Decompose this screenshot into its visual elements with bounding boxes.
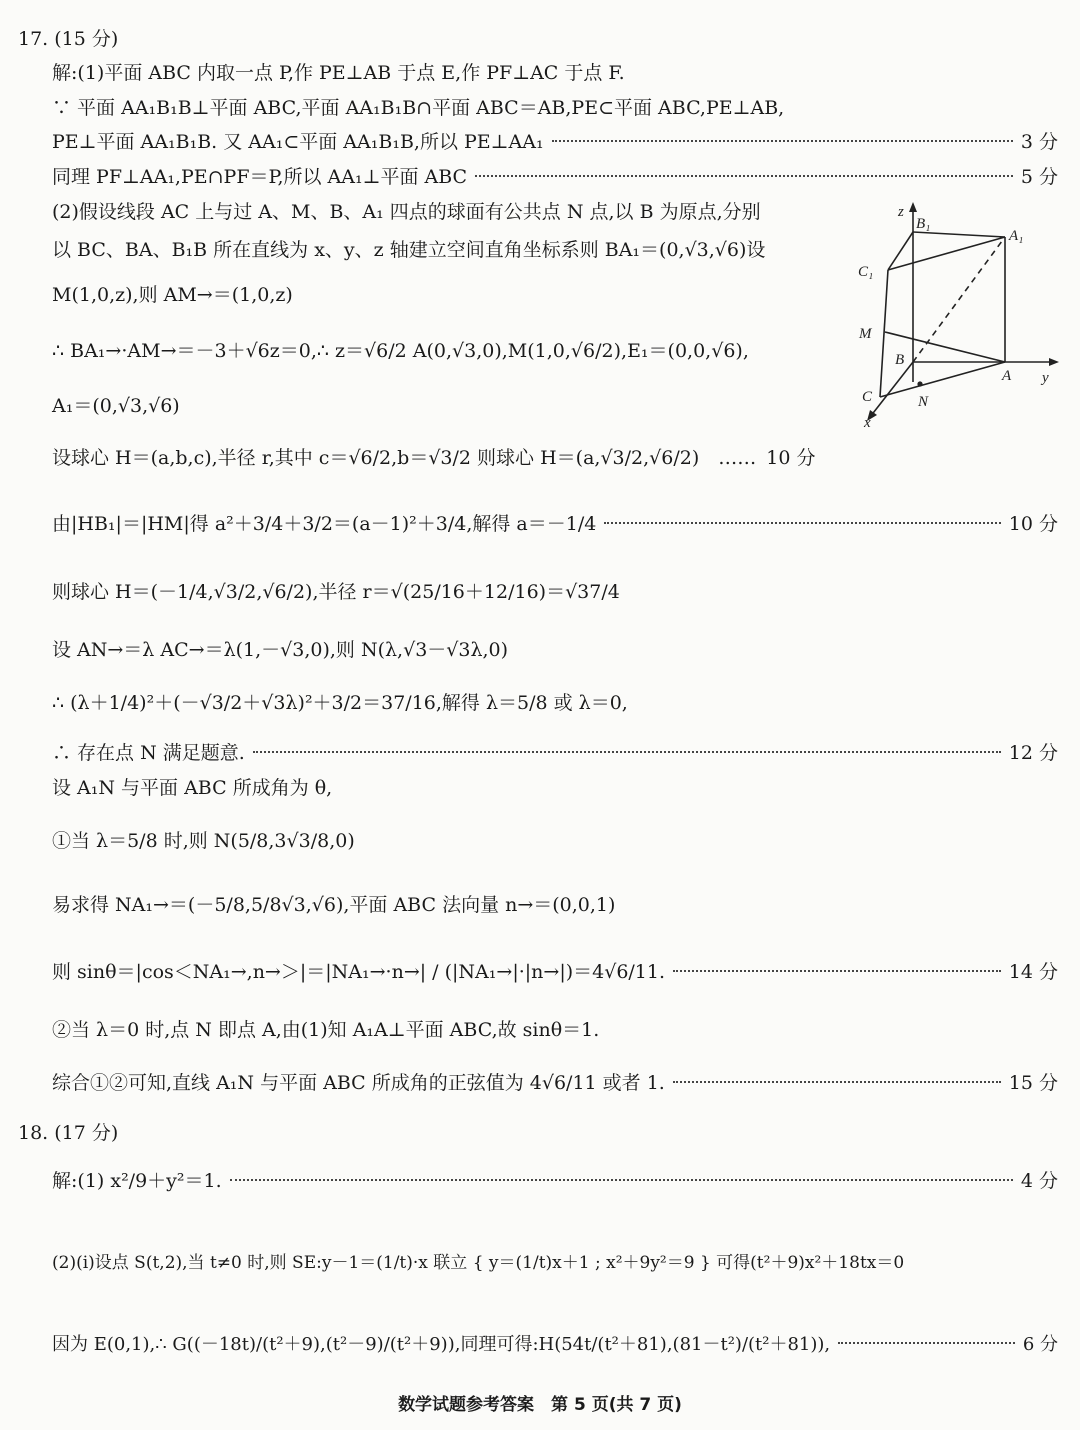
solution-line xyxy=(52,197,820,224)
score-mark: 4 分 xyxy=(1020,1170,1058,1192)
leader-dots xyxy=(673,970,1001,972)
label-m: M xyxy=(859,326,872,342)
score-mark: 5 分 xyxy=(1020,166,1058,188)
line-text: ∴ 存在点 N 满足题意. xyxy=(52,742,245,764)
solution-line xyxy=(52,890,1058,917)
segment-b-a1 xyxy=(913,237,1005,362)
line-text: 同理 PF⊥AA₁,PE∩PF＝P,所以 AA₁⊥平面 ABC xyxy=(52,166,468,188)
line-text: 18. (17 分) xyxy=(18,1122,119,1144)
score-mark: 10 分 xyxy=(1008,513,1058,535)
line-text: 以 BC、BA、B₁B 所在直线为 x、y、z 轴建立空间直角坐标系则 BA₁＝(0,√3,√6)设 xyxy=(52,239,766,261)
solution-line xyxy=(52,509,1058,536)
line-text: ∵ 平面 AA₁B₁B⊥平面 ABC,平面 AA₁B₁B∩平面 ABC＝AB,PE⊂平面 ABC,PE⊥AB, xyxy=(52,97,785,119)
solution-line xyxy=(52,577,1058,604)
prism-coordinate-figure xyxy=(850,192,1065,432)
line-text: 解:(1) x²/9＋y²＝1. xyxy=(52,1170,222,1192)
label-a1: A₁ xyxy=(1009,228,1024,244)
label-x: x xyxy=(864,415,871,431)
edge-c1-c xyxy=(880,270,888,397)
point-n xyxy=(917,381,922,386)
score-mark: 6 分 xyxy=(1022,1334,1058,1355)
leader-dots xyxy=(604,522,1000,524)
solution-line xyxy=(52,1015,1058,1042)
problem-17-heading xyxy=(18,24,1058,51)
solution-line xyxy=(52,1166,1058,1193)
label-b: B xyxy=(895,352,905,368)
line-text: M(1,0,z),则 AM→＝(1,0,z) xyxy=(52,284,293,306)
solution-line xyxy=(52,957,1058,984)
line-text: 设球心 H＝(a,b,c),半径 r,其中 c＝√6/2,b＝√3/2 则球心 H＝(a,√3/2,√6/2) …… xyxy=(52,447,757,469)
line-text: 17. (15 分) xyxy=(18,28,119,50)
solution-line xyxy=(52,826,1058,853)
problem-18-heading xyxy=(18,1118,1058,1145)
leader-dots xyxy=(838,1342,1015,1344)
score-mark: 15 分 xyxy=(1008,1072,1058,1094)
label-c1: C₁ xyxy=(858,264,874,280)
solution-line xyxy=(52,93,1058,120)
solution-line xyxy=(52,688,1058,715)
edge-b1-a1 xyxy=(913,232,1005,237)
solution-line xyxy=(52,162,1058,189)
solution-line xyxy=(52,391,820,418)
line-text: ②当 λ＝0 时,点 N 即点 A,由(1)知 A₁A⊥平面 ABC,故 sinθ＝1. xyxy=(52,1019,600,1041)
leader-dots xyxy=(673,1081,1001,1083)
solution-line xyxy=(52,235,820,262)
solution-line xyxy=(52,58,1058,85)
score-mark: 3 分 xyxy=(1020,131,1058,153)
solution-line xyxy=(52,1330,1058,1356)
solution-line xyxy=(52,336,820,363)
line-text: ∴ (λ＋1/4)²＋(－√3/2＋√3λ)²＋3/2＝37/16,解得 λ＝5/8 或 λ＝0, xyxy=(52,692,628,714)
line-text: 由|HB₁|＝|HM|得 a²＋3/4＋3/2＝(a－1)²＋3/4,解得 a＝－1/4 xyxy=(52,513,597,535)
line-text: 设 AN→＝λ AC→＝λ(1,－√3,0),则 N(λ,√3－√3λ,0) xyxy=(52,639,509,661)
solution-line xyxy=(52,773,1058,800)
solution-line xyxy=(52,280,820,307)
label-y: y xyxy=(1042,370,1049,386)
solution-line xyxy=(52,738,1058,765)
label-z: z xyxy=(898,204,904,220)
score-mark: 14 分 xyxy=(1008,961,1058,983)
page-footer: 数学试题参考答案 第 5 页(共 7 页) xyxy=(398,1395,682,1415)
line-text: ∴ BA₁→·AM→＝－3＋√6z＝0,∴ z＝√6/2 A(0,√3,0),M(1,0,√6/2),E₁＝(0,0,√6), xyxy=(52,340,749,362)
line-text: 则球心 H＝(－1/4,√3/2,√6/2),半径 r＝√(25/16＋12/16)＝√37/4 xyxy=(52,581,620,603)
solution-line xyxy=(52,127,1058,154)
score-mark: 10 分 xyxy=(766,447,816,469)
leader-dots xyxy=(552,140,1013,142)
line-text: 设 A₁N 与平面 ABC 所成角为 θ, xyxy=(52,777,333,799)
line-text: 因为 E(0,1),∴ G((－18t)/(t²＋9),(t²－9)/(t²＋9)),同理可得:H(54t/(t²＋81),(81－t²)/(t²＋81)), xyxy=(52,1334,831,1355)
line-text: 解:(1)平面 ABC 内取一点 P,作 PE⊥AB 于点 E,作 PF⊥AC 于点 F. xyxy=(52,62,625,84)
line-text: PE⊥平面 AA₁B₁B. 又 AA₁⊂平面 AA₁B₁B,所以 PE⊥AA₁ xyxy=(52,131,544,153)
z-axis-arrow xyxy=(909,202,917,212)
label-a: A xyxy=(1002,368,1012,384)
line-text: A₁＝(0,√3,√6) xyxy=(52,395,180,417)
leader-dots xyxy=(253,751,1001,753)
line-text: (2)(ⅰ)设点 S(t,2),当 t≠0 时,则 SE:y－1＝(1/t)·x 联立 { y＝(1/t)x＋1 ; x²＋9y²＝9 } 可得(t²＋9)x²＋18tx＝0 xyxy=(52,1253,905,1273)
line-text: 则 sinθ＝|cos＜NA₁→,n→＞|＝|NA₁→·n→| / (|NA₁→|·|n→|)＝4√6/11. xyxy=(52,961,666,983)
leader-dots xyxy=(475,175,1013,177)
line-text: ①当 λ＝5/8 时,则 N(5/8,3√3/8,0) xyxy=(52,830,355,852)
solution-line xyxy=(52,1248,1058,1273)
solution-line xyxy=(52,443,820,470)
line-text: 综合①②可知,直线 A₁N 与平面 ABC 所成角的正弦值为 4√6/11 或者 1. xyxy=(52,1072,665,1094)
score-mark: 12 分 xyxy=(1008,742,1058,764)
label-c: C xyxy=(862,389,873,405)
label-b1: B₁ xyxy=(916,216,931,232)
y-axis-arrow xyxy=(1049,358,1059,366)
solution-line xyxy=(52,1068,1058,1095)
solution-line xyxy=(52,635,1058,662)
leader-dots xyxy=(230,1179,1013,1181)
label-n: N xyxy=(918,394,929,410)
line-text: 易求得 NA₁→＝(－5/8,5/8√3,√6),平面 ABC 法向量 n→＝(0,0,1) xyxy=(52,894,616,916)
line-text: (2)假设线段 AC 上与过 A、M、B、A₁ 四点的球面有公共点 N 点,以 B 为原点,分别 xyxy=(52,201,761,223)
